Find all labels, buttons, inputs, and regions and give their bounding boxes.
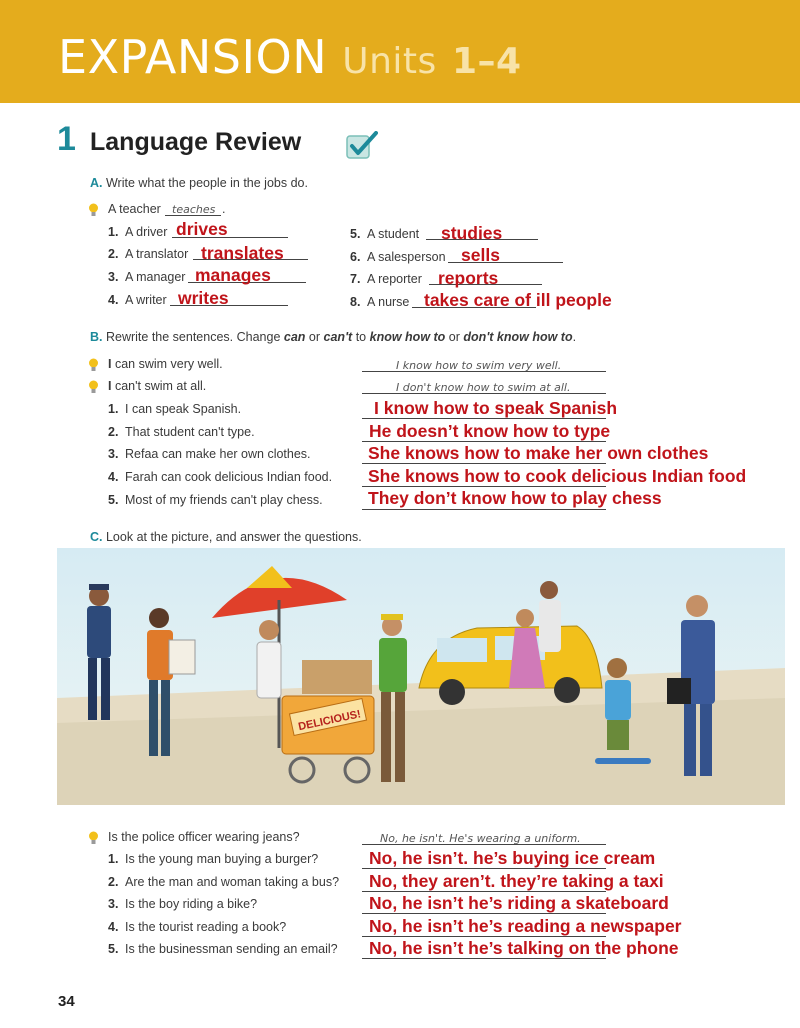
- part-b-example-answer: I don't know how to swim at all.: [396, 381, 571, 394]
- item-number: 2.: [108, 247, 119, 261]
- part-c-answer[interactable]: No, he isn’t. he’s buying ice cream: [369, 848, 656, 868]
- part-a-prompt: A translator: [125, 247, 189, 261]
- part-b-answer[interactable]: I know how to speak Spanish: [374, 398, 618, 418]
- part-c-answer[interactable]: No, he isn’t he’s riding a skateboard: [369, 893, 669, 913]
- vendor-figure: [257, 620, 281, 698]
- part-b-prompt: Farah can cook delicious Indian food.: [125, 470, 333, 484]
- checkmark-icon: [346, 131, 378, 159]
- part-a-prompt: A student: [367, 227, 420, 241]
- part-a-answer[interactable]: drives: [176, 219, 228, 239]
- item-number: 2.: [108, 875, 119, 889]
- street-scene-illustration: [57, 548, 785, 805]
- lightbulb-icon: [88, 203, 99, 217]
- part-c-question: Are the man and woman taking a bus?: [125, 875, 340, 889]
- answer-line: [362, 393, 606, 394]
- part-b-example-answer: I know how to swim very well.: [396, 359, 562, 372]
- item-number: 1.: [108, 402, 119, 416]
- part-a-prompt: A manager: [125, 270, 186, 284]
- part-a-answer[interactable]: reports: [438, 268, 499, 288]
- answer-line: [362, 371, 606, 372]
- page-number: 34: [58, 993, 75, 1010]
- part-a-instruction: A. Write what the people in the jobs do.: [90, 176, 308, 190]
- part-b-example-prompt: I can't swim at all.: [108, 379, 207, 393]
- part-a-answer[interactable]: studies: [441, 223, 503, 243]
- item-number: 5.: [108, 942, 119, 956]
- item-number: 4.: [108, 920, 119, 934]
- part-c-example-answer: No, he isn't. He's wearing a uniform.: [380, 832, 581, 845]
- part-b-prompt: Most of my friends can't play chess.: [125, 493, 323, 507]
- part-c-example-question: Is the police officer wearing jeans?: [108, 830, 300, 844]
- item-number: 6.: [350, 250, 361, 264]
- part-c-question: Is the businessman sending an email?: [125, 942, 338, 956]
- item-number: 4.: [108, 293, 119, 307]
- item-number: 2.: [108, 425, 119, 439]
- part-b-answer[interactable]: He doesn’t know how to type: [369, 421, 611, 441]
- part-a-answer[interactable]: writes: [178, 288, 229, 308]
- item-number: 5.: [350, 227, 361, 241]
- part-c-answer[interactable]: No, he isn’t he’s reading a newspaper: [369, 916, 682, 936]
- part-a-example-answer: teaches: [172, 203, 216, 216]
- item-number: 8.: [350, 295, 361, 309]
- lightbulb-icon: [88, 380, 99, 394]
- part-a-answer[interactable]: takes care of ill people: [424, 290, 612, 310]
- answer-line: [165, 215, 221, 216]
- part-c-answer[interactable]: No, he isn’t he’s talking on the phone: [369, 938, 679, 958]
- item-number: 3.: [108, 270, 119, 284]
- part-b-prompt: That student can't type.: [125, 425, 255, 439]
- part-a-prompt: A writer: [125, 293, 167, 307]
- part-a-example-prompt: A teacher: [108, 202, 161, 216]
- part-b-answer[interactable]: She knows how to cook delicious Indian food: [368, 466, 747, 486]
- part-b-instruction: B. Rewrite the sentences. Change can or can't to know how to or don't know how to.: [90, 330, 577, 344]
- item-number: 7.: [350, 272, 361, 286]
- part-a-prompt: A reporter: [367, 272, 422, 286]
- item-number: 3.: [108, 897, 119, 911]
- answer-line: [362, 844, 606, 845]
- part-b-answer[interactable]: She knows how to make her own clothes: [368, 443, 709, 463]
- part-c-question: Is the tourist reading a book?: [125, 920, 287, 934]
- part-a-prompt: A salesperson: [367, 250, 446, 264]
- part-a-prompt: A driver: [125, 225, 168, 239]
- part-c-instruction: C. Look at the picture, and answer the questions.: [90, 530, 362, 544]
- part-b-example-prompt: I can swim very well.: [108, 357, 223, 371]
- part-a-answer[interactable]: translates: [201, 243, 284, 263]
- item-number: 1.: [108, 852, 119, 866]
- section-number: 1: [57, 120, 76, 158]
- item-number: 3.: [108, 447, 119, 461]
- item-number: 5.: [108, 493, 119, 507]
- item-number: 1.: [108, 225, 119, 239]
- lightbulb-icon: [88, 831, 99, 845]
- section-title: Language Review: [90, 128, 302, 156]
- part-c-question: Is the boy riding a bike?: [125, 897, 258, 911]
- page-title: EXPANSION Units 1–4: [58, 30, 522, 84]
- part-a-answer[interactable]: sells: [461, 245, 500, 265]
- part-b-answer[interactable]: They don’t know how to play chess: [368, 488, 662, 508]
- part-c-question: Is the young man buying a burger?: [125, 852, 319, 866]
- part-b-prompt: I can speak Spanish.: [125, 402, 242, 416]
- part-a-prompt: A nurse: [367, 295, 410, 309]
- answer-line: [362, 509, 606, 510]
- stand-sign: DELICIOUS!: [297, 708, 362, 734]
- part-c-answer[interactable]: No, they aren’t. they’re taking a taxi: [369, 871, 664, 891]
- lightbulb-icon: [88, 358, 99, 372]
- part-a-answer[interactable]: manages: [195, 265, 271, 285]
- item-number: 4.: [108, 470, 119, 484]
- part-b-prompt: Refaa can make her own clothes.: [125, 447, 311, 461]
